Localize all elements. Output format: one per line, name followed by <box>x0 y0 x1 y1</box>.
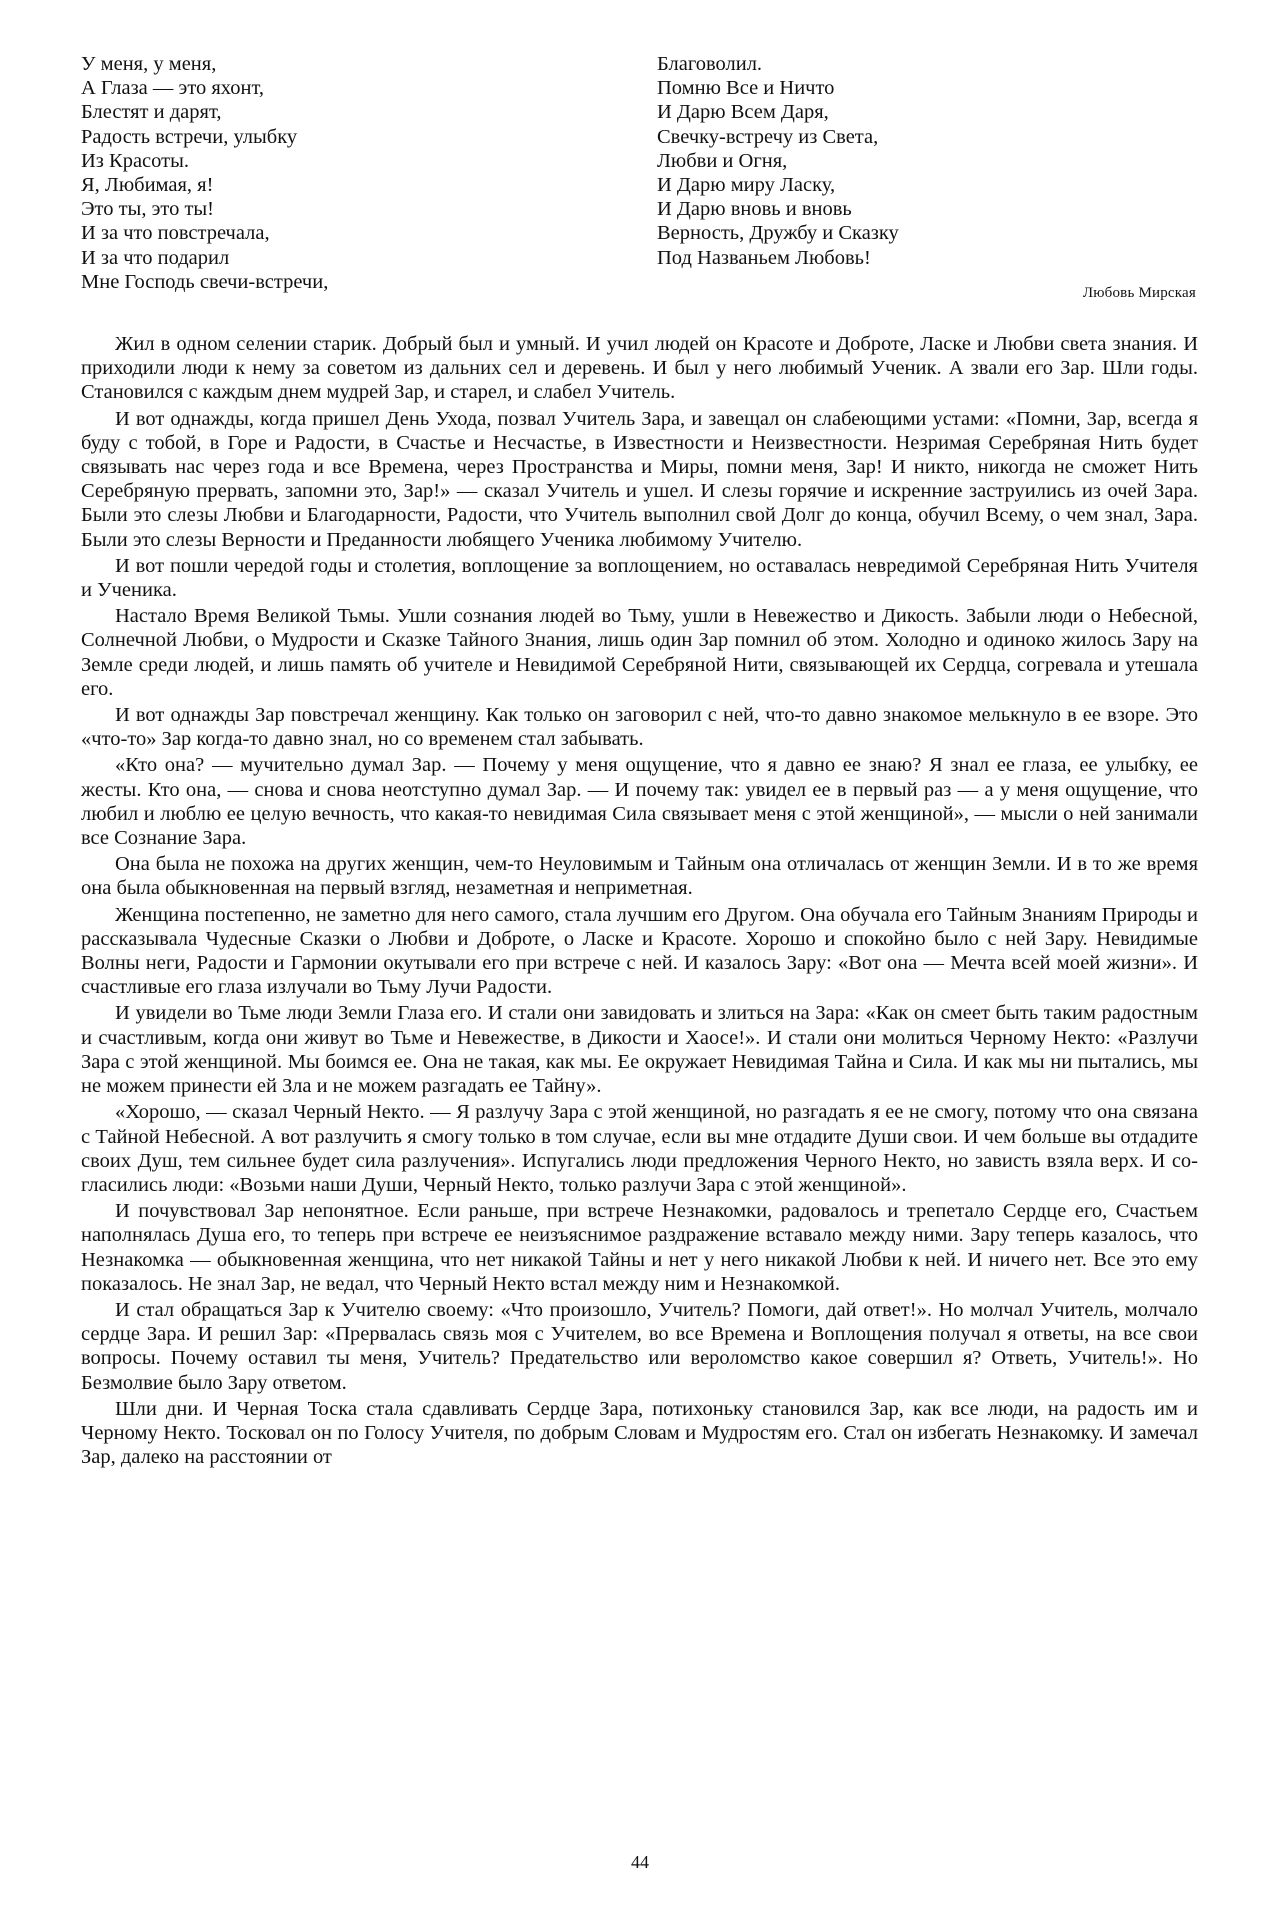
paragraph: Она была не похожа на других женщин, чем-то Неуловимым и Тайным она отличалась от женщин Земли. И в то же время она была обыкновенная на первый взгляд, незаметная и неприметная. <box>81 853 1198 900</box>
poem-line: Под Названьем Любовь! <box>657 246 871 269</box>
poem-line: Из Красоты. <box>81 149 189 172</box>
poem-line: Верность, Дружбу и Сказку <box>657 222 899 245</box>
paragraph: «Хорошо, — сказал Черный Некто. — Я разлучу Зара с этой женщиной, но разгадать я ее не смогу, потому что она связана с Тайной Небесной. А вот разлучить я смогу только в том случае, если вы мне отдадите Души свои. И чем больше вы отдадите своих Душ, тем сильнее будет сила разлучения». Испугались люди предложения Черного Некто, но зависть взяла верх. И согласились люди: «Возьми наши Души, Черный Некто, только разлучи Зара с этой женщиной». <box>81 1101 1198 1196</box>
paragraph: Шли дни. И Черная Тоска стала сдавливать Сердце Зара, потихоньку становился Зар, как все люди, на радость им и Черному Некто. Тосковал он по Голосу Учителя, по добрым Словам и Мудростям его. Стал он избегать Незнакомку. И замечал Зар, далеко на расстоянии от <box>81 1397 1198 1469</box>
paragraph: И увидели во Тьме люди Земли Глаза его. И стали они завидовать и злиться на Зара: «Как он смеет быть таким радостным и счастливым, когда они живут во Тьме и Невежестве, в Дикости и Хаосе!». И стали они молиться Черному Некто: «Разлучи Зара с этой женщиной. Мы боимся ее. Она не такая, как мы. Ее окружает Невидимая Тайна и Сила. И как мы ни пытались, мы не можем принести ей Зла и не можем разгадать ее Тайну». <box>81 1002 1198 1098</box>
paragraph: Женщина постепенно, не заметно для него самого, стала лучшим его Другом. Она обучала его Тайным Знаниям Природы и рассказывала Чудесные Сказки о Любви и Доброте, о Ласке и Красоте. Хорошо и спокойно было с ней Зару. Невидимые Волны неги, Радости и Гармонии окутывали его при встрече с ней. И казалось Зару: «Вот она — Мечта всей моей жизни». И счастливые его глаза излучали во Тьму Лучи Радости. <box>81 903 1198 999</box>
poem-line: Благоволил. <box>657 53 763 75</box>
poem-line: Помню Все и Ничто <box>657 77 835 100</box>
paragraph: И вот однажды Зар повстречал женщину. Как только он заговорил с ней, что-то давно знакомое мелькнуло в ее взоре. Это «что-то» Зар когда-то давно знал, но со временем стал забывать. <box>81 704 1198 751</box>
story-text <box>81 332 1198 1471</box>
poem-line: И Дарю Всем Даря, <box>657 101 829 124</box>
page-number: 44 <box>631 1852 649 1872</box>
paragraph: И почувствовал Зар непонятное. Если раньше, при встрече Незнакомки, радовалось и трепетало Сердце его, Счастьем наполнялась Душа его, то теперь при встрече ее неизъяснимое раздражение вставало между ними. Зару теперь казалось, что Незнакомка — обыкновенная женщина, что нет никакой Тайны и нет у него никакой Любви к ней. И ничего нет. Все это ему показалось. Не знал Зар, не ведал, что Черный Некто встал между ним и Незнакомкой. <box>81 1200 1198 1295</box>
poem-line: И Дарю вновь и вновь <box>657 198 852 221</box>
poem-line: И за что подарил <box>81 246 230 269</box>
paragraph: «Кто она? — мучительно думал Зар. — Почему у меня ощущение, что я давно ее знаю? Я знал ее глаза, ее улыбку, ее жесты. Кто она, — снова и снова неотступно думал Зар. — И почему так: увидел ее в первый раз — а у меня ощущение, что любил и люблю ее целую вечность, что какая-то невидимая Сила связывает меня с этой женщиной», — мысли о ней занимали все Сознание Зара. <box>81 754 1198 850</box>
paragraph: И вот пошли чередой годы и столетия, воплощение за воплощением, но оставалась невредимой Серебряная Нить Учителя и Ученика. <box>81 554 1198 602</box>
poem-line: И Дарю миру Ласку, <box>657 174 836 197</box>
poem-line: Это ты, это ты! <box>81 198 214 221</box>
poem-line: Радость встречи, улыбку <box>81 125 298 148</box>
poem-line: Любви и Огня, <box>657 149 788 172</box>
poem-line: А Глаза — это яхонт, <box>81 77 265 100</box>
poem-line: Мне Господь свечи-встречи, <box>81 270 329 293</box>
poem-right-column <box>657 52 899 270</box>
poem-line: Я, Любимая, я! <box>81 174 214 197</box>
poem-left-column <box>81 52 328 294</box>
paragraph: И стал обращаться Зар к Учителю своему: «Что произошло, Учитель? Помоги, дай ответ!». Но молчал Учитель, молчало сердце Зара. И решил Зар: «Прервалась связь моя с Учителем, во все Времена и Воплощения получал я ответы, на все свои вопросы. Почему оставил ты меня, Учитель? Предательство или вероломство какое совершил я? Ответь, Учитель!». Но Безмолвие было Зару ответом. <box>81 1298 1198 1394</box>
poem-line: Свечку-встречу из Света, <box>657 125 879 148</box>
poem-line: У меня, у меня, <box>81 53 217 75</box>
paragraph: Жил в одном селении старик. Добрый был и умный. И учил людей он Красоте и Доброте, Ласке и Любви света знания. И приходили люди к нему за советом из дальних сел и деревень. И был у него любимый Ученик. А звали его Зар. Шли годы. Становился с каждым днем мудрей Зар, и старел, и слабел Учитель. <box>81 333 1198 404</box>
poem-line: И за что повстречала, <box>81 222 270 245</box>
paragraph: И вот однажды, когда пришел День Ухода, позвал Учитель Зара, и завещал он слабеющими устами: «Помни, Зар, всегда я буду с тобой, в Горе и Радости, в Счастье и Несчастье, в Известности и Неизвестности. Незримая Серебряная Нить будет связывать нас через года и все Времена, через Пространства и Миры, помни меня, Зар! И никто, никогда не сможет Нить Серебряную прервать, запомни это, Зар!» — сказал Учитель и ушел. И слезы горячие и искренние заструились из очей Зара. Были это слезы Любви и Благодарности, Радости, что Учитель выполнил свой Долг до конца, обучил Всему, о чем знал, Зара. Были это слезы Верности и Преданности любящего Ученика любимому Учителю. <box>81 407 1198 551</box>
poem-author-signature: Любовь Мирская <box>1082 285 1196 301</box>
poem-line: Блестят и дарят, <box>81 101 222 124</box>
paragraph: Настало Время Великой Тьмы. Ушли сознания людей во Тьму, ушли в Невежество и Дикость. Забыли люди о Небесной, Солнечной Любви, о Мудрости и Сказке Тайного Знания, лишь один Зар помнил об этом. Холодно и одиноко жилось Зару на Земле среди людей, и лишь память об учителе и Невидимой Серебряной Нити, связывающей их Сердца, согревала и утешала его. <box>81 605 1198 700</box>
